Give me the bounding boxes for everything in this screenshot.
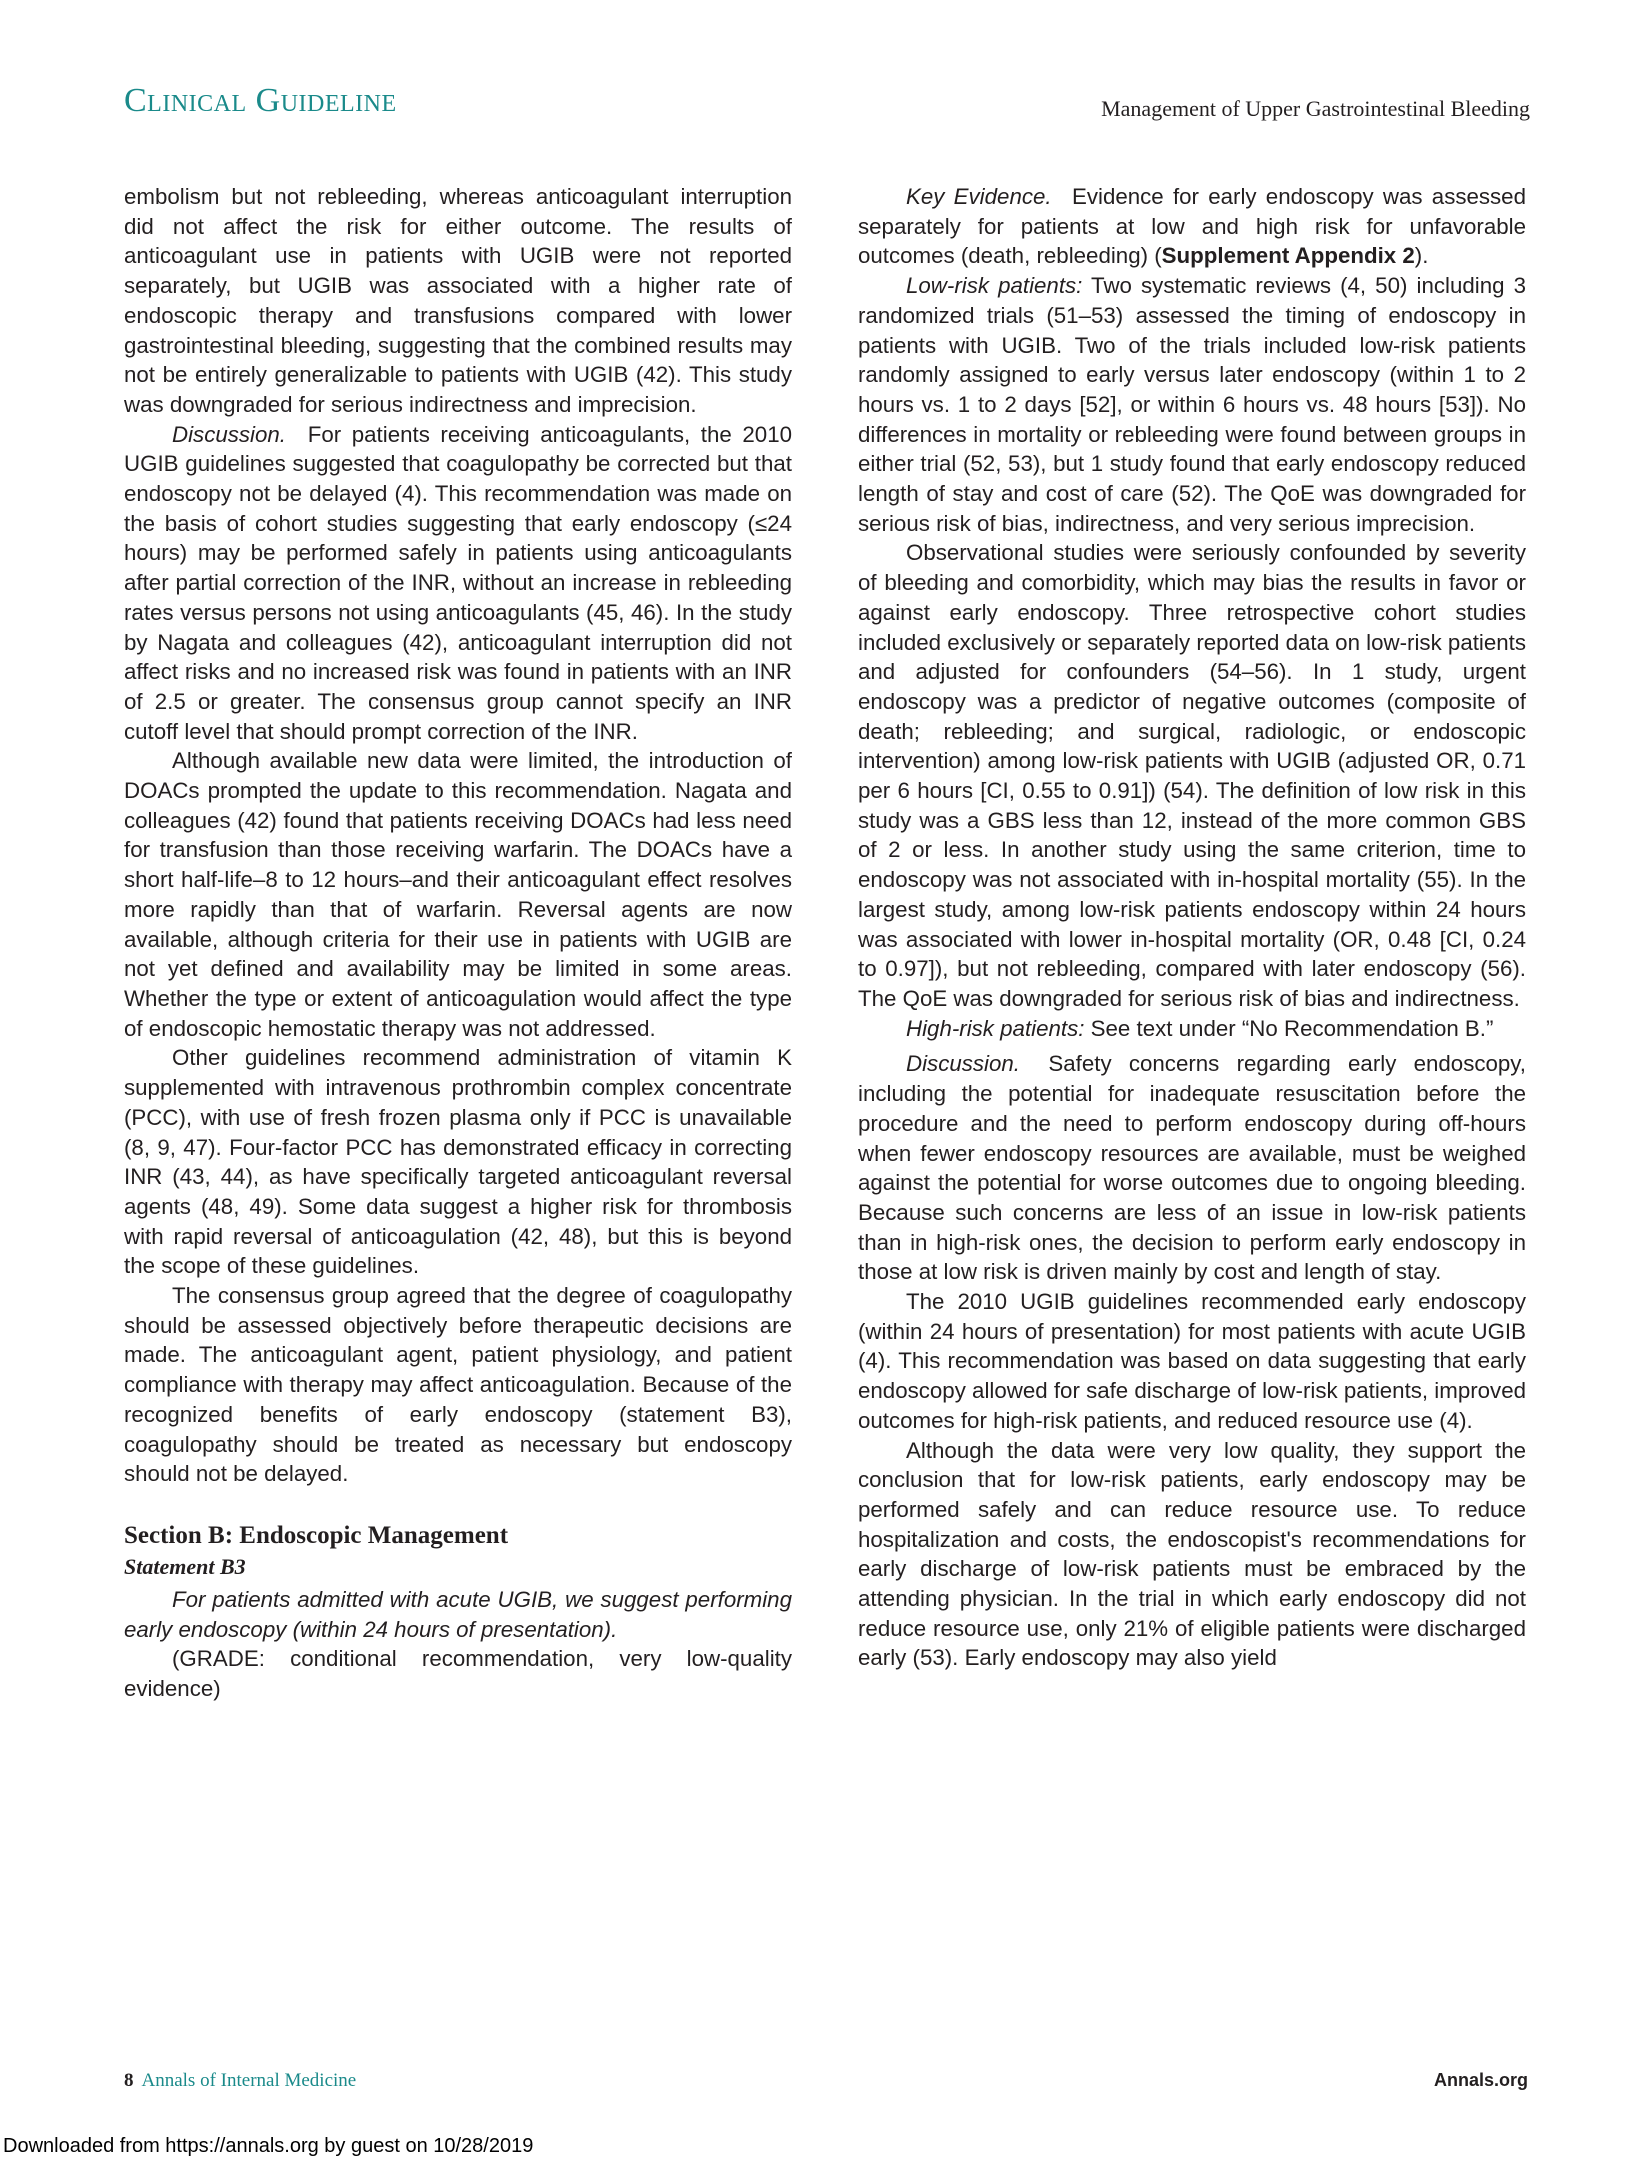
paragraph-text: The consensus group agreed that the degree of coagulopathy should be assessed objectively before therapeutic decisions are made. The anticoagulant agent, patient physiology, and patient compliance with therapy may affect anticoagulation. Because of the recognized benefits of early endoscopy (statement B3), coagulopathy should be treated as necessary but endoscopy should not be delayed. bbox=[124, 1283, 792, 1487]
body-paragraph bbox=[124, 420, 792, 747]
body-paragraph bbox=[858, 538, 1526, 1013]
paragraph-lead-in: Discussion. bbox=[906, 1051, 1020, 1077]
left-paragraphs bbox=[124, 182, 792, 1489]
body-paragraph bbox=[858, 271, 1526, 538]
supplement-link[interactable]: Supplement Appendix 2 bbox=[1161, 243, 1415, 269]
body-paragraph bbox=[124, 1043, 792, 1281]
body-paragraph bbox=[858, 1014, 1526, 1044]
paragraph-text: Safety concerns regarding early endoscopy, including the potential for inadequate resuscitation before the procedure and the need to perform endoscopy during off-hours when fewer endoscopy resources are available, must be weighed against the potential for worse outcomes due to ongoing bleeding. Because such concerns are less of an issue in low-risk patients than in high-risk ones, the decision to perform early endoscopy in those at low risk is driven mainly by cost and length of stay. bbox=[858, 1051, 1526, 1285]
paragraph-text: embolism but not rebleeding, whereas anticoagulant interruption did not affect the risk for either outcome. The results of anticoagulant use in patients with UGIB were not reported separately, but UGIB was associated with a higher rate of endoscopic therapy and transfusions compared with lower gastrointestinal bleeding, suggesting that the combined results may not be entirely generalizable to patients with UGIB (42). This study was downgraded for serious indirectness and imprecision. bbox=[124, 184, 792, 417]
body-paragraph bbox=[124, 1281, 792, 1489]
paragraph-lead-in: Low-risk patients: bbox=[906, 273, 1083, 299]
paragraph-text: See text under “No Recommendation B.” bbox=[1084, 1015, 1494, 1041]
page-number: 8 bbox=[124, 2070, 134, 2091]
download-note: Downloaded from https://annals.org by guest on 10/28/2019 bbox=[3, 2135, 534, 2157]
paragraph-text: Evidence for early endoscopy was assessed separately for patients at low and high risk for unfavorable outcomes (death, rebleeding) ( bbox=[858, 184, 1526, 269]
body-paragraph bbox=[858, 1049, 1526, 1287]
right-paragraphs bbox=[858, 182, 1526, 1673]
right-column bbox=[858, 182, 1526, 1673]
body-paragraph bbox=[124, 746, 792, 1043]
paragraph-lead-in: High-risk patients: bbox=[906, 1015, 1085, 1041]
page-footer bbox=[124, 2070, 356, 2092]
paragraph-lead-in: Discussion. bbox=[172, 421, 286, 447]
running-title: Management of Upper Gastrointestinal Bleeding bbox=[1101, 96, 1530, 121]
paragraph-text: Observational studies were seriously confounded by severity of bleeding and comorbidity, which may bias the results in favor or against early endoscopy. Three retrospective cohort studies included exclusively or separately reported data on low-risk patients and adjusted for confounders (54–56). In 1 study, urgent endoscopy was a predictor of negative outcomes (composite of death; rebleeding; and surgical, radiologic, or endoscopic intervention) among low-risk patients with UGIB (adjusted OR, 0.71 per 6 hours [CI, 0.55 to 0.91]) (54). The definition of low risk in this study was a GBS less than 12, instead of the more common GBS of 2 or less. In another study using the same criterion, time to endoscopy was not associated with in-hospital mortality (55). In the largest study, among low-risk patients endoscopy within 24 hours was associated with lower in-hospital mortality (OR, 0.48 [CI, 0.24 to 0.97]), but not rebleeding, compared with later endoscopy (56). The QoE was downgraded for serious risk of bias and indirectness. bbox=[858, 540, 1527, 1011]
paragraph-lead-in: Key Evidence. bbox=[906, 184, 1052, 209]
section-heading: Section B: Endoscopic Management bbox=[124, 1521, 509, 1549]
paragraph-text: Other guidelines recommend administration of vitamin K supplemented with intravenous prothrombin complex concentrate (PCC), with use of fresh frozen plasma only if PCC is unavailable (8, 9, 47). Four-factor PCC has demonstrated efficacy in correcting INR (43, 44), as have specifically targeted anticoagulant reversal agents (48, 49). Some data suggest a higher risk for thrombosis with rapid reversal of anticoagulation (42, 48), but this is beyond the scope of these guidelines. bbox=[124, 1045, 792, 1279]
recommendation-text: For patients admitted with acute UGIB, we suggest performing early endoscopy (within 24 hours of presentation). bbox=[124, 1586, 792, 1642]
paragraph-text: Although available new data were limited, the introduction of DOACs prompted the update to this recommendation. Nagata and colleagues (42) found that patients receiving DOACs had less need for transfusion than those receiving warfarin. The DOACs have a short half-life–8 to 12 hours–and their anticoagulant effect resolves more rapidly than that of warfarin. Reversal agents are now available, although criteria for their use in patients with UGIB are not yet defined and availability may be limited in some areas. Whether the type or extent of anticoagulation would affect the type of endoscopic hemostatic therapy was not addressed. bbox=[124, 748, 792, 1041]
body-paragraph bbox=[858, 182, 1526, 271]
journal-name: Annals of Internal Medicine bbox=[141, 2070, 357, 2091]
body-paragraph bbox=[124, 182, 792, 420]
paragraph-text: The 2010 UGIB guidelines recommended early endoscopy (within 24 hours of presentation) for most patients with acute UGIB (4). This recommendation was based on data suggesting that early endoscopy allowed for safe discharge of low-risk patients, improved outcomes for high-risk patients, and reduced resource use (4). bbox=[858, 1289, 1527, 1433]
paragraph-text: Two systematic reviews (4, 50) including 3 randomized trials (51–53) assessed the timing of endoscopy in patients with UGIB. Two of the trials included low-risk patients randomly assigned to early versus later endoscopy (within 1 to 2 hours vs. 1 to 2 days [52], or within 6 hours vs. 48 hours [53]). No differences in mortality or rebleeding were found between groups in either trial (52, 53), but 1 study found that early endoscopy reduced length of stay and cost of care (52). The QoE was downgraded for serious risk of bias, indirectness, and very serious imprecision. bbox=[858, 273, 1526, 536]
statement-heading: Statement B3 bbox=[124, 1553, 246, 1579]
grade-text: (GRADE: conditional recommendation, very low-quality evidence) bbox=[124, 1646, 792, 1702]
paragraph-text: ). bbox=[1414, 243, 1429, 269]
paragraph-text: Although the data were very low quality, they support the conclusion that for low-risk patients, early endoscopy may be performed safely and can reduce resource use. To reduce hospitalization and costs, the endoscopist's recommendations for early discharge of low-risk patients must be embraced by the attending physician. In the trial in which early endoscopy did not reduce resource use, only 21% of eligible patients were discharged early (53). Early endoscopy may also yield bbox=[858, 1437, 1526, 1671]
body-paragraph bbox=[858, 1287, 1526, 1436]
paragraph-text: For patients receiving anticoagulants, the 2010 UGIB guidelines suggested that coagulopathy be corrected but that endoscopy not be delayed (4). This recommendation was made on the basis of cohort studies suggesting that early endoscopy (≤24 hours) may be performed safely in patients using anticoagulants after partial correction of the INR, without an increase in rebleeding rates versus persons not using anticoagulants (45, 46). In the study by Nagata and colleagues (42), anticoagulant interruption did not affect risks and no increased risk was found in patients with an INR of 2.5 or greater. The consensus group cannot specify an INR cutoff level that should prompt correction of the INR. bbox=[124, 421, 792, 744]
site-name: Annals.org bbox=[1433, 2070, 1528, 2090]
section-label: Clinical Guideline bbox=[124, 82, 397, 119]
body-paragraph bbox=[858, 1436, 1526, 1674]
left-column bbox=[124, 182, 792, 1704]
